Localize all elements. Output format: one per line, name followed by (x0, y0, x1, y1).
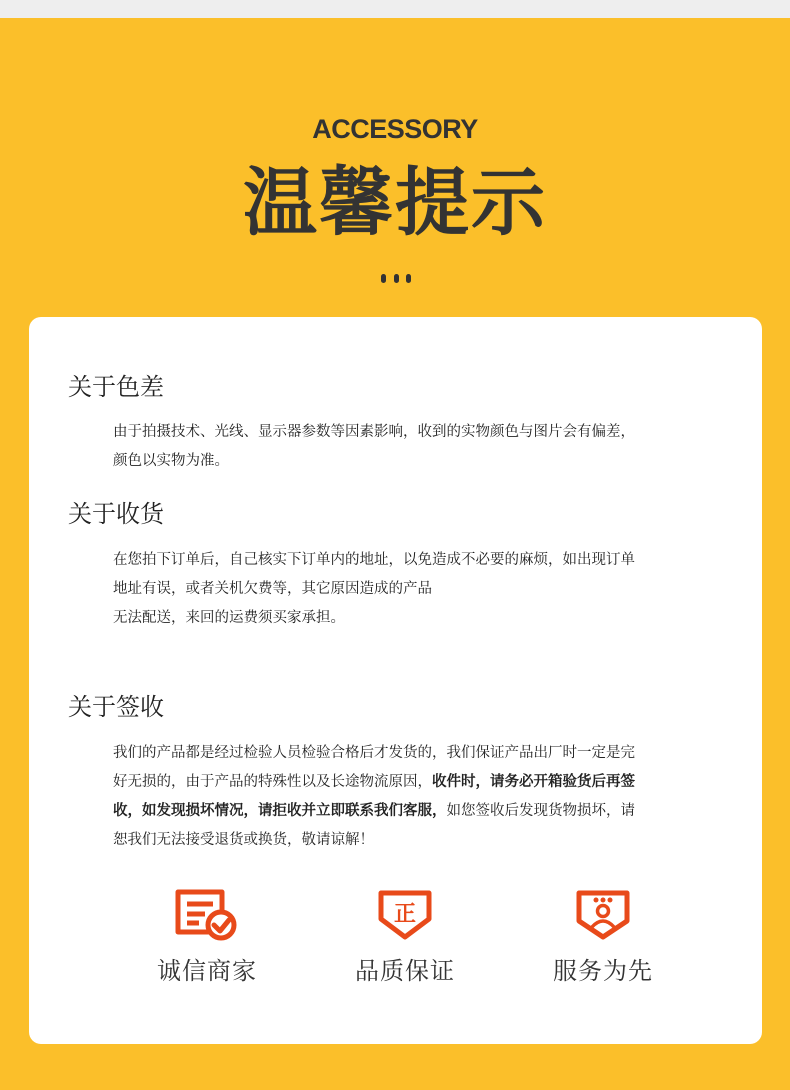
text-bold-warning: 收，如发现损坏情况，请拒收并立即联系我们客服， (113, 803, 447, 819)
text-line: 恕我们无法接受退货或换货，敬请谅解！ (113, 832, 374, 848)
text-line: 在您拍下订单后，自己核实下订单内的地址，以免造成不必要的麻烦，如出现订单 (113, 552, 635, 568)
dot (394, 274, 399, 283)
text-normal: 如您签收后发现货物损坏，请 (446, 803, 635, 819)
text-line: 我们的产品都是经过检验人员检验合格后才发货的，我们保证产品出厂时一定是完 (113, 745, 635, 761)
section-title-color-difference: 关于色差 (68, 373, 164, 401)
badge-row (29, 889, 762, 989)
header-subtitle: ACCESSORY (312, 114, 478, 144)
text-line: 无法配送，来回的运费须买家承担。 (113, 610, 345, 626)
text-line: 颜色以实物为准。 (113, 453, 229, 469)
badge-quality-guarantee (325, 889, 485, 986)
header-title: 温馨提示 (243, 160, 547, 246)
text-normal: 好无损的，由于产品的特殊性以及长途物流原因， (113, 774, 432, 790)
section-text-receiving (113, 546, 733, 633)
text-bold-warning: 收件时，请务必开箱验货后再签 (432, 774, 635, 790)
text-line (113, 797, 733, 826)
section-text-color-difference (113, 418, 733, 476)
notice-card (29, 317, 762, 1044)
quality-shield-icon (377, 889, 433, 941)
section-title-receiving: 关于收货 (68, 500, 164, 528)
service-person-icon (575, 889, 631, 941)
section-text-signing (113, 739, 733, 855)
page-background (0, 18, 790, 1090)
text-line: 由于拍摄技术、光线、显示器参数等因素影响，收到的实物颜色与图片会有偏差， (113, 424, 635, 440)
badge-label: 服务为先 (553, 957, 653, 985)
badge-service-first (523, 889, 683, 986)
text-line: 地址有误，或者关机欠费等，其它原因造成的产品 (113, 581, 432, 597)
header-dots-decoration (381, 274, 411, 284)
badge-honest-merchant (127, 889, 287, 986)
section-title-signing: 关于签收 (68, 693, 164, 721)
checklist-icon (175, 889, 239, 941)
badge-label: 诚信商家 (157, 957, 257, 985)
shield-glyph: 正 (393, 902, 417, 927)
badge-label: 品质保证 (355, 957, 455, 985)
dot (381, 274, 386, 283)
dot (406, 274, 411, 283)
text-line (113, 768, 733, 797)
